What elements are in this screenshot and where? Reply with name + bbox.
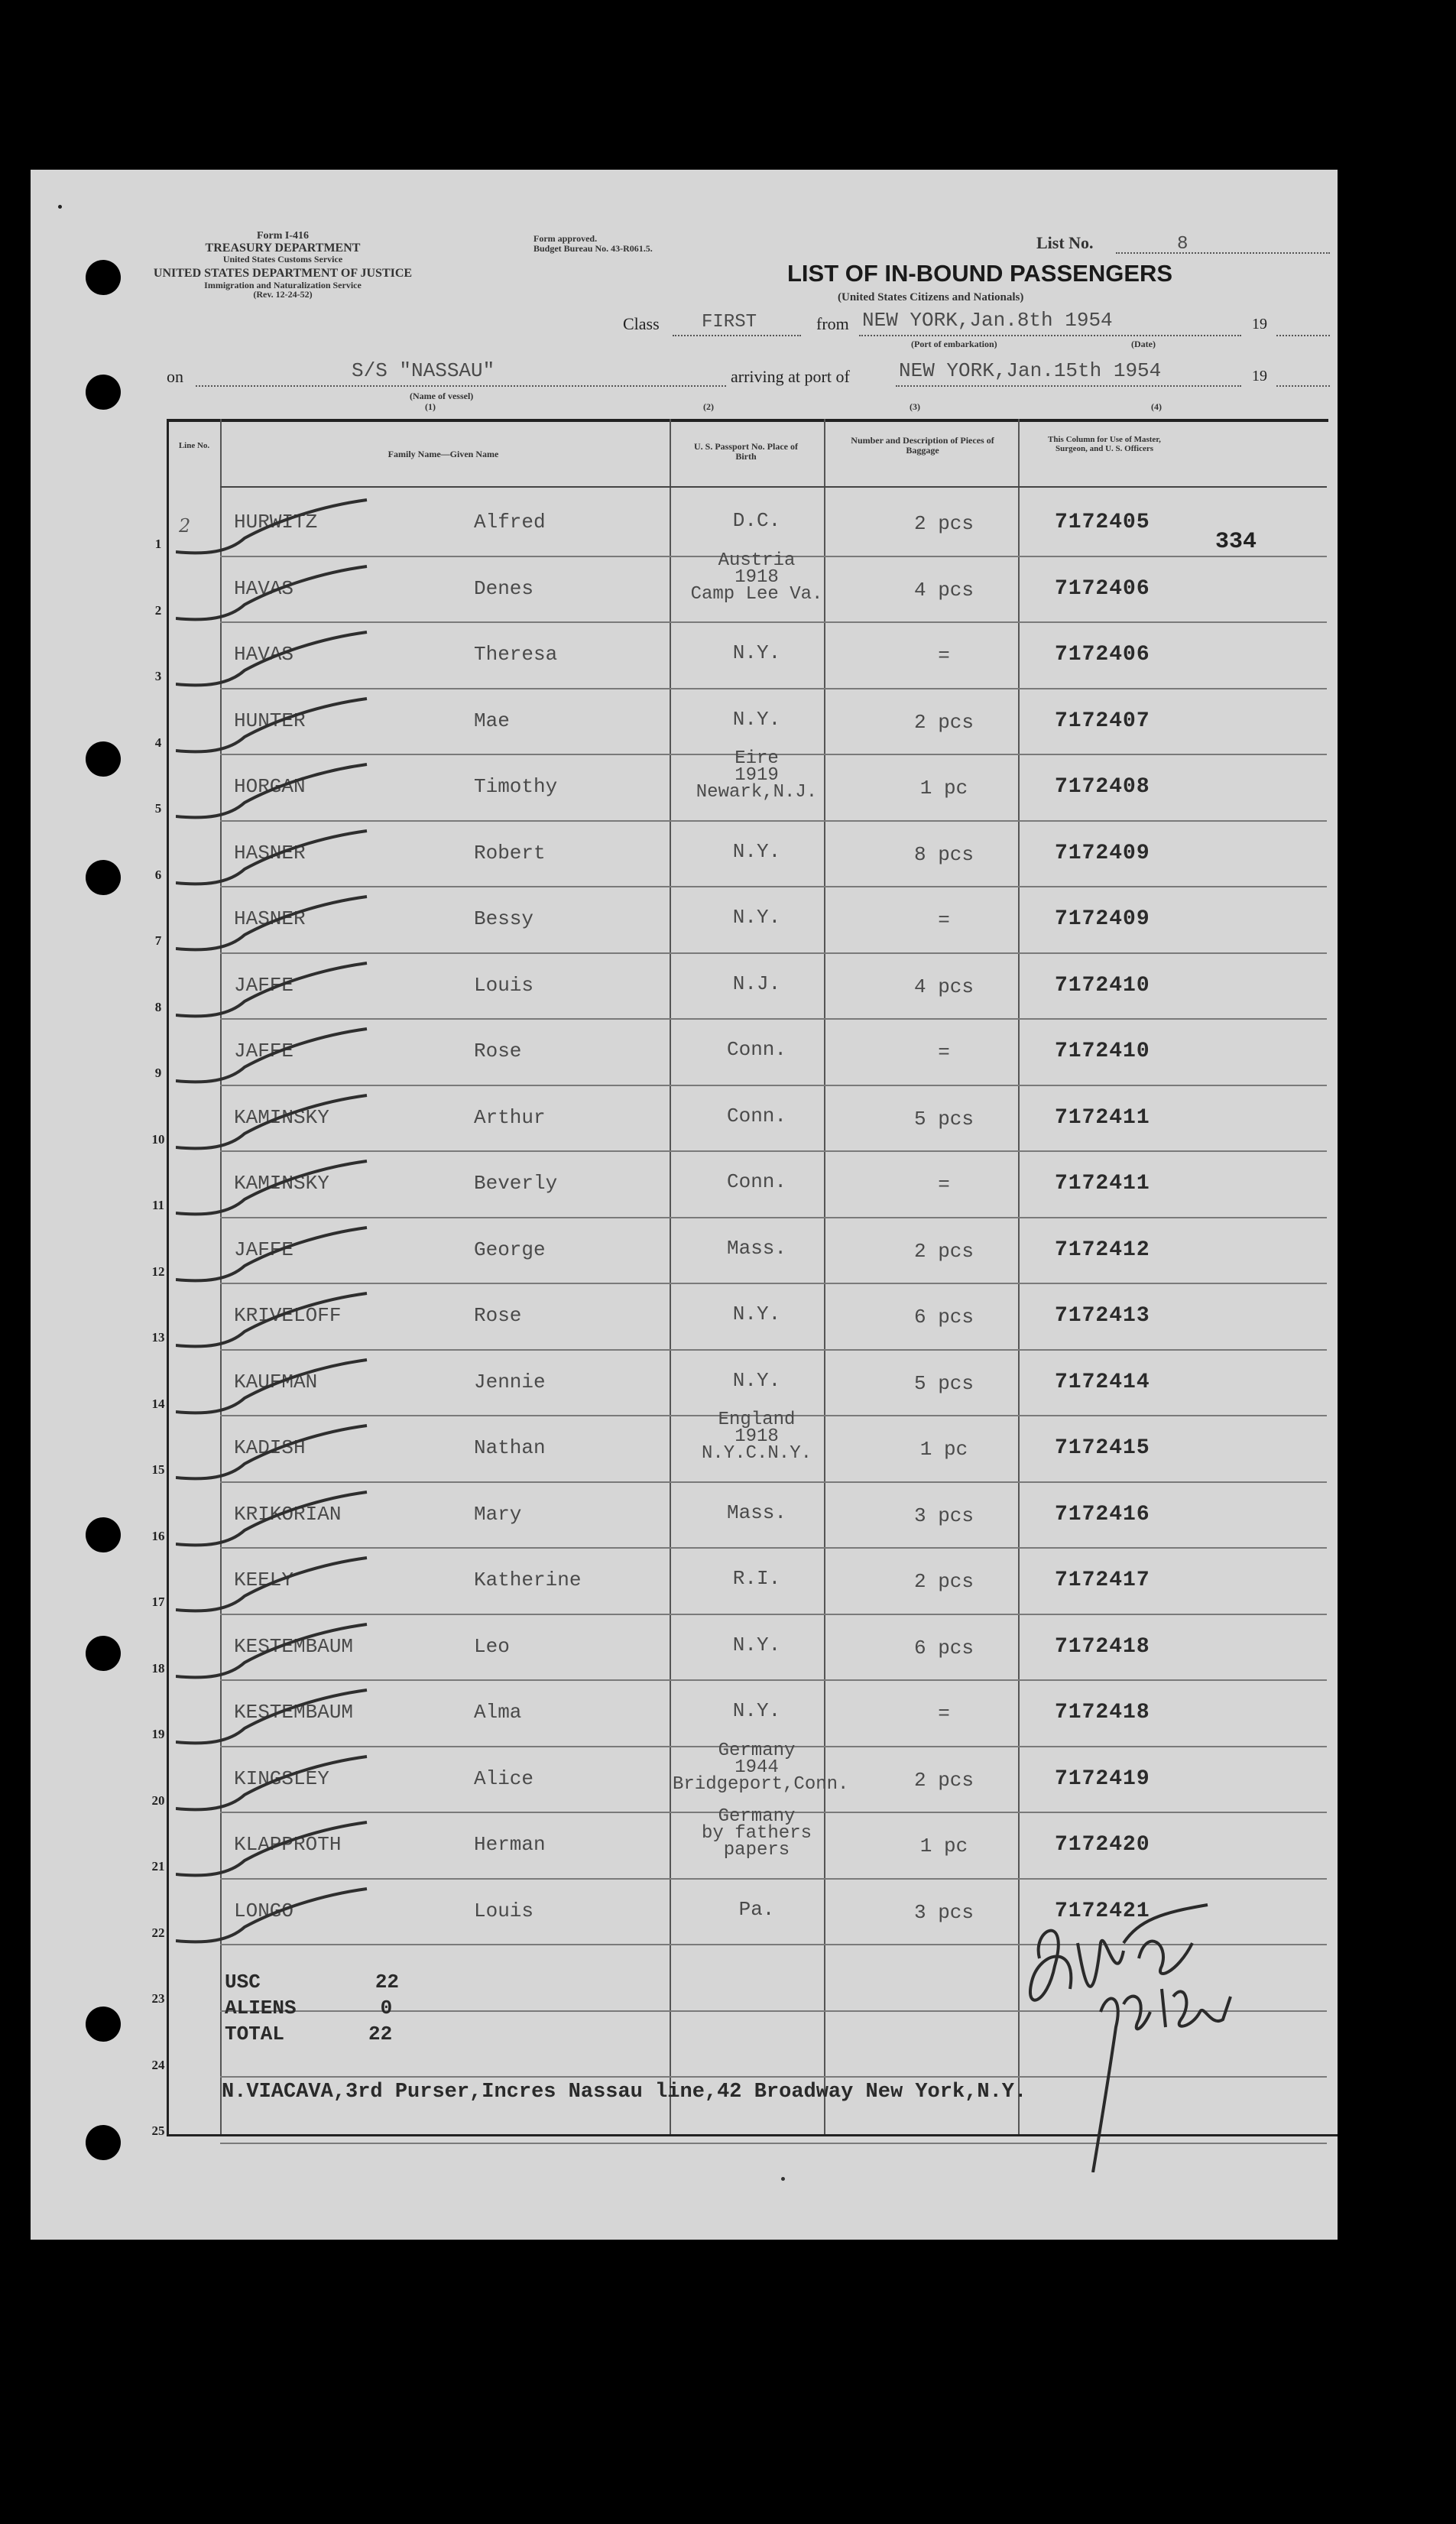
- col2-number: (2): [703, 401, 714, 412]
- punch-hole: [86, 860, 121, 895]
- line-number: 7: [154, 933, 162, 948]
- table-row: [31, 1020, 1338, 1085]
- approval-line-2: Budget Bureau No. 43-R061.5.: [533, 242, 653, 254]
- table-row: [31, 887, 1338, 953]
- table-top-rule: [167, 419, 1328, 422]
- revision: (Rev. 12-24-52): [253, 289, 313, 300]
- place-of-birth: England 1918 N.Y.C.N.Y.: [701, 1410, 812, 1464]
- col3-number: (3): [910, 401, 920, 412]
- table-row: [31, 954, 1338, 1020]
- baggage: 6 pcs: [913, 1306, 974, 1329]
- passport-number: 7172416: [1055, 1502, 1150, 1526]
- given-name: Alfred: [474, 511, 546, 534]
- baggage: 1 pc: [919, 1835, 968, 1857]
- given-name: Jennie: [474, 1370, 546, 1393]
- family-name: HUNTER: [234, 709, 306, 732]
- line-number: 11: [151, 1198, 165, 1212]
- baggage: 6 pcs: [913, 1636, 974, 1659]
- baggage: =: [938, 909, 950, 932]
- given-name: Bessy: [474, 907, 534, 930]
- table-row: [31, 1410, 1338, 1482]
- total-label: TOTAL: [225, 2023, 285, 2045]
- given-name: Arthur: [474, 1105, 546, 1129]
- family-name: HASNER: [234, 841, 306, 865]
- col-header-line-no: Line No.: [178, 441, 210, 450]
- baggage: =: [938, 1173, 950, 1196]
- place-of-birth: D.C.: [732, 509, 781, 532]
- family-name: KAMINSKY: [234, 1172, 329, 1195]
- place-of-birth: Conn.: [726, 1104, 786, 1127]
- place-of-birth: Conn.: [726, 1170, 786, 1193]
- arriving-label: arriving at port of: [731, 367, 850, 386]
- line-number: 17: [151, 1595, 165, 1609]
- baggage: 2 pcs: [913, 512, 974, 535]
- class-value: FIRST: [702, 312, 757, 333]
- baggage: 2 pcs: [913, 710, 974, 734]
- passport-number: 7172411: [1055, 1172, 1150, 1195]
- passport-number: 7172408: [1055, 775, 1150, 799]
- baggage: 5 pcs: [913, 1107, 974, 1131]
- line-number: 21: [151, 1859, 165, 1874]
- line-number: 5: [154, 801, 162, 816]
- baggage: 3 pcs: [913, 1504, 974, 1527]
- table-row: [31, 623, 1338, 689]
- passport-number: 7172419: [1055, 1766, 1150, 1791]
- passport-number: 7172406: [1055, 576, 1150, 601]
- line-number: 4: [154, 735, 162, 750]
- family-name: KESTEMBAUM: [234, 1634, 354, 1658]
- col-header-passport: U. S. Passport No. Place of Birth: [694, 441, 798, 462]
- place-of-birth: N.Y.: [732, 707, 781, 731]
- place-of-birth: Austria 1918 Camp Lee Va.: [690, 550, 823, 605]
- family-name: HAVAS: [234, 576, 294, 600]
- punch-hole: [86, 1517, 121, 1552]
- family-name: HORGAN: [234, 775, 306, 798]
- line-number: 6: [154, 867, 162, 882]
- table-row: [31, 491, 1338, 556]
- given-name: Alice: [474, 1766, 534, 1790]
- table-row: [31, 748, 1338, 821]
- line-number: 13: [151, 1330, 165, 1345]
- given-name: Denes: [474, 576, 534, 600]
- line-number: 25: [151, 2123, 165, 2138]
- page-title: LIST OF IN-BOUND PASSENGERS: [787, 260, 1173, 287]
- officer-signature: [1009, 1897, 1269, 2172]
- place-of-birth: N.Y.: [732, 1633, 781, 1656]
- usc-label: USC: [225, 1971, 261, 1994]
- family-name: KLAPPROTH: [234, 1833, 342, 1856]
- table-row: [31, 1483, 1338, 1549]
- given-name: Nathan: [474, 1436, 546, 1459]
- family-name: KINGSLEY: [234, 1766, 329, 1790]
- given-name: Herman: [474, 1833, 546, 1856]
- passport-number: 7172420: [1055, 1833, 1150, 1857]
- col4-number: (4): [1151, 401, 1162, 412]
- line-number: 8: [154, 999, 162, 1014]
- punch-hole: [86, 2007, 121, 2042]
- document-page: [31, 170, 1338, 2240]
- table-row: [31, 1549, 1338, 1614]
- given-name: Timothy: [474, 775, 558, 798]
- place-of-birth: N.J.: [732, 972, 781, 995]
- table-row: [31, 822, 1338, 887]
- passport-number: 7172417: [1055, 1569, 1150, 1592]
- place-of-birth: N.Y.: [732, 1303, 781, 1325]
- customs-service: United States Customs Service: [222, 254, 343, 265]
- baggage: 2 pcs: [913, 1768, 974, 1792]
- place-of-birth: N.Y.: [732, 1699, 781, 1722]
- from-value: NEW YORK,Jan.8th 1954: [862, 309, 1113, 332]
- port-embarkation-caption: (Port of embarkation): [911, 339, 997, 349]
- baggage: 2 pcs: [913, 1570, 974, 1593]
- arriving-value: NEW YORK,Jan.15th 1954: [899, 359, 1162, 382]
- approval-line-1: Form approved.: [533, 233, 598, 244]
- vessel-value: S/S "NASSAU": [352, 359, 495, 382]
- given-name: Mae: [474, 709, 510, 732]
- place-of-birth: R.I.: [732, 1567, 781, 1590]
- line-number: 10: [151, 1131, 165, 1147]
- line-number: 16: [151, 1528, 165, 1543]
- baggage: =: [938, 1041, 950, 1064]
- passport-number: 7172412: [1055, 1238, 1150, 1262]
- line-number: 19: [151, 1727, 165, 1741]
- family-name: HURWITZ: [234, 511, 318, 534]
- family-name: HASNER: [234, 907, 306, 930]
- passport-number: 7172410: [1055, 1040, 1150, 1063]
- given-name: Mary: [474, 1502, 522, 1526]
- family-name: KESTEMBAUM: [234, 1701, 354, 1724]
- passport-number: 7172406: [1055, 643, 1150, 667]
- passport-number: 7172411: [1055, 1105, 1150, 1130]
- family-name: LONGO: [234, 1899, 294, 1922]
- table-row: [31, 550, 1338, 623]
- passport-number: 7172410: [1055, 973, 1150, 998]
- table-row: [31, 1615, 1338, 1681]
- purser-line: N.VIACAVA,3rd Purser,Incres Nassau line,42 Broadway New York,N.Y.: [222, 2081, 1027, 2104]
- family-name: HAVAS: [234, 643, 294, 666]
- family-name: JAFFE: [234, 973, 294, 997]
- vessel-caption: (Name of vessel): [410, 391, 474, 401]
- approval-block: [533, 234, 653, 253]
- year-label-2: 19: [1252, 368, 1267, 384]
- col1-number: (1): [425, 401, 436, 412]
- baggage: 8 pcs: [913, 842, 974, 866]
- col-header-name: Family Name—Given Name: [388, 449, 499, 459]
- passport-number: 7172415: [1055, 1436, 1150, 1460]
- on-label: on: [167, 367, 183, 386]
- place-of-birth: N.Y.: [732, 839, 781, 863]
- from-label: from: [816, 314, 849, 333]
- family-name: KRIVELOFF: [234, 1304, 342, 1327]
- col-header-baggage: Number and Description of Pieces of Baggage: [851, 435, 994, 456]
- line-number: 9: [154, 1066, 162, 1080]
- annotation-334: 334: [1215, 529, 1257, 555]
- family-name: KAMINSKY: [234, 1105, 329, 1129]
- date-caption: (Date): [1131, 339, 1156, 349]
- family-name: KEELY: [234, 1569, 294, 1591]
- line-number: 2: [154, 602, 162, 618]
- form-header-left: [138, 231, 428, 300]
- passport-number: 7172409: [1055, 841, 1150, 865]
- place-of-birth: N.Y.: [732, 641, 781, 664]
- line-number: 23: [151, 1991, 165, 2006]
- passport-number: 7172405: [1055, 511, 1150, 534]
- page-subtitle: (United States Citizens and Nationals): [838, 291, 1024, 303]
- ins-service: Immigration and Naturalization Service: [204, 279, 362, 290]
- line-number: 1: [154, 537, 162, 551]
- given-name: Beverly: [474, 1172, 558, 1195]
- aliens-value: 0: [380, 1997, 393, 2020]
- line-number: 3: [154, 669, 162, 683]
- baggage: =: [938, 1702, 950, 1725]
- list-no-value: 8: [1177, 234, 1188, 255]
- passport-number: 7172418: [1055, 1701, 1150, 1724]
- total-value: 22: [368, 2023, 393, 2045]
- table-row: [31, 1218, 1338, 1284]
- given-name: Louis: [474, 973, 534, 997]
- passport-number: 7172413: [1055, 1304, 1150, 1328]
- form-number: Form I-416: [256, 230, 310, 242]
- table-row: [31, 1681, 1338, 1747]
- given-name: Leo: [474, 1634, 510, 1658]
- place-of-birth: Germany by fathers papers: [701, 1806, 812, 1861]
- baggage: =: [938, 644, 950, 667]
- place-of-birth: Eire 1919 Newark,N.J.: [696, 748, 818, 803]
- passport-number: 7172409: [1055, 907, 1150, 931]
- place-of-birth: Mass.: [726, 1500, 786, 1524]
- year-label: 19: [1252, 316, 1267, 333]
- table-row: [31, 1086, 1338, 1152]
- table-row: [31, 1284, 1338, 1350]
- line-number: 24: [151, 2057, 165, 2072]
- place-of-birth: Germany 1944 Bridgeport,Conn.: [673, 1740, 849, 1795]
- class-label: Class: [623, 314, 660, 333]
- punch-hole: [86, 375, 121, 410]
- family-name: JAFFE: [234, 1238, 294, 1261]
- punch-hole: [86, 1636, 121, 1671]
- family-name: KAUFMAN: [234, 1370, 318, 1393]
- punch-hole: [86, 260, 121, 295]
- table-row: [31, 1740, 1338, 1813]
- given-name: Robert: [474, 841, 546, 865]
- given-name: Rose: [474, 1040, 522, 1062]
- family-name: KRIKORIAN: [234, 1502, 342, 1526]
- given-name: Alma: [474, 1701, 522, 1724]
- justice-dept: UNITED STATES DEPARTMENT OF JUSTICE: [153, 267, 413, 281]
- passport-number: 7172421: [1055, 1899, 1150, 1923]
- baggage: 4 pcs: [913, 975, 974, 998]
- baggage: 1 pc: [919, 777, 968, 800]
- given-name: George: [474, 1238, 546, 1261]
- given-name: Louis: [474, 1899, 534, 1922]
- given-name: Rose: [474, 1304, 522, 1327]
- table-row: [31, 1152, 1338, 1218]
- place-of-birth: N.Y.: [732, 906, 781, 929]
- treasury-dept: TREASURY DEPARTMENT: [205, 241, 361, 255]
- line-number: 12: [151, 1264, 165, 1279]
- table-row: [31, 1806, 1338, 1879]
- line-number: 14: [151, 1396, 165, 1411]
- given-name: Theresa: [474, 643, 558, 666]
- place-of-birth: Mass.: [726, 1236, 786, 1260]
- baggage: 2 pcs: [913, 1239, 974, 1263]
- line-number: 15: [151, 1462, 165, 1477]
- baggage: 1 pc: [919, 1438, 968, 1461]
- given-name: Katherine: [474, 1569, 582, 1591]
- speck: [58, 205, 62, 209]
- col-header-officers: This Column for Use of Master, Surgeon, and U. S. Officers: [1048, 435, 1161, 453]
- table-row: [31, 1351, 1338, 1416]
- baggage: 3 pcs: [913, 1900, 974, 1924]
- place-of-birth: N.Y.: [732, 1368, 781, 1392]
- aliens-label: ALIENS: [225, 1997, 297, 2020]
- baggage: 5 pcs: [913, 1371, 974, 1395]
- baggage: 4 pcs: [913, 578, 974, 602]
- passport-number: 7172414: [1055, 1370, 1150, 1394]
- passport-number: 7172407: [1055, 709, 1150, 733]
- line-number: 22: [151, 1925, 165, 1940]
- passport-number: 7172418: [1055, 1634, 1150, 1659]
- list-no-label: List No.: [1036, 233, 1094, 252]
- totals-block: [225, 1969, 399, 2047]
- place-of-birth: Pa.: [738, 1897, 775, 1921]
- punch-hole: [86, 2125, 121, 2160]
- usc-value: 22: [375, 1971, 400, 1994]
- line-number: 18: [151, 1660, 165, 1676]
- family-name: KADISH: [234, 1436, 306, 1459]
- place-of-birth: Conn.: [726, 1038, 786, 1061]
- table-row: [31, 689, 1338, 755]
- punch-hole: [86, 741, 121, 777]
- margin-mark: 2: [179, 515, 191, 537]
- line-number: 20: [151, 1792, 165, 1808]
- family-name: JAFFE: [234, 1040, 294, 1062]
- speck: [781, 2177, 785, 2181]
